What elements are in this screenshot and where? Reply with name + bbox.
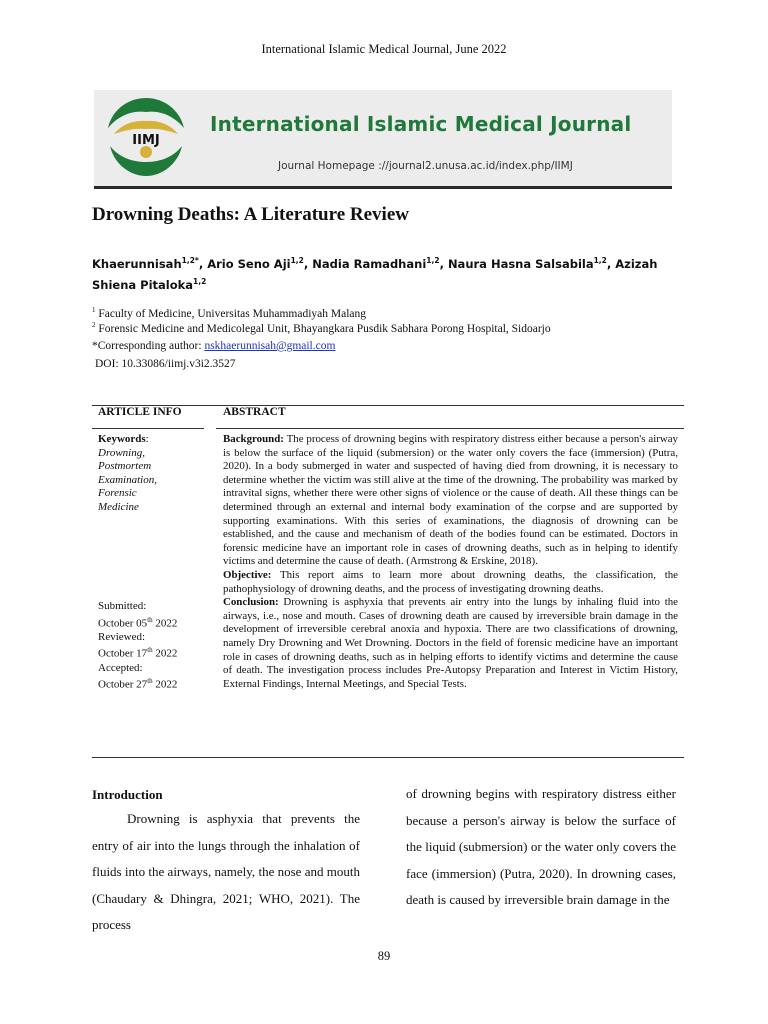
affiliation-1: $^1$ Faculty of Medicine, Universitas Muhammadiyah Malang: [92, 306, 367, 320]
author-list: Khaerunnisah$^{1,2*}$, Ario Seno Aji$^{1,2}$, Nadia Ramadhani$^{1,2}$, Naura Hasna Salsabila$^{1,2}$, Azizah Shiena Pitaloka$^{1,2}$: [92, 256, 658, 292]
submitted-date: October 05th 2022: [98, 615, 178, 630]
corresponding-email-link[interactable]: nskhaerunnisah@gmail.com: [204, 340, 336, 352]
abstract-heading: ABSTRACT: [223, 406, 286, 418]
divider: [92, 428, 204, 429]
divider: [92, 757, 684, 758]
abstract-objective: Objective: This report aims to learn more about drowning deaths, the classification, the pathophysiology of drowning deaths, and the process of investigating drowning deaths.: [223, 568, 678, 595]
introduction-heading: Introduction: [92, 787, 163, 802]
article-info-heading: ARTICLE INFO: [98, 406, 182, 418]
introduction-right-column: of drowning begins with respiratory distress either because a person's airway is below the surface of the liquid (submersion) or the water only covers the face (immersion) (Putra, 2020). In drowning cases, death is caused by irreversible brain damage in the: [406, 786, 676, 908]
corresponding-author: *Corresponding author: nskhaerunnisah@gmail.com: [92, 340, 336, 352]
author-affiliation-marker: 1,2*: [181, 256, 199, 265]
accepted-date: October 27th 2022: [98, 677, 178, 691]
author-affiliation-marker: 1,2: [290, 256, 304, 265]
banner-title: International Islamic Medical Journal: [210, 112, 632, 136]
affiliation-2: $^2$ Forensic Medicine and Medicolegal Unit, Bhayangkara Pusdik Sabhara Porong Hospital, Sidoarjo: [92, 321, 551, 335]
page-number: 89: [377, 949, 391, 963]
article-dates: Submitted: October 05th 2022 Reviewed: October 17th 2022 Accepted: October 27th 2022: [98, 600, 178, 691]
running-head: International Islamic Medical Journal, June 2022: [261, 42, 507, 56]
doi: DOI: 10.33086/iimj.v3i2.3527: [95, 358, 236, 370]
journal-homepage-link[interactable]: Journal Homepage ://journal2.unusa.ac.id/index.php/IIMJ: [278, 160, 573, 172]
author-name: Azizah Shiena Pitaloka: [92, 256, 658, 292]
keywords: Keywords: Drowning, Postmortem Examination, Forensic Medicine: [98, 433, 180, 515]
article-title: Drowning Deaths: A Literature Review: [92, 204, 409, 225]
svg-text:IIMJ: IIMJ: [132, 133, 160, 148]
introduction-left-column: Drowning is asphyxia that prevents the entry of air into the lungs through the inhalation of fluids into the airways, namely, the nose and mouth (Chaudary & Dhingra, 2021; WHO, 2021). The process: [92, 811, 360, 933]
author-affiliation-marker: 1,2: [593, 256, 607, 265]
divider: [216, 428, 684, 429]
journal-banner: [94, 90, 672, 189]
abstract-body: [223, 433, 678, 691]
keywords-list: Drowning, Postmortem Examination, Forensic Medicine: [98, 446, 157, 513]
author-affiliation-marker: 1,2: [193, 276, 207, 286]
author-affiliation-marker: 1,2: [426, 256, 440, 265]
author-name: Ario Seno Aji: [207, 256, 291, 271]
author-name: Khaerunnisah: [92, 256, 182, 271]
journal-logo-icon: [104, 94, 188, 178]
reviewed-date: October 17th 2022: [98, 646, 178, 661]
abstract-background: Background: The process of drowning begins with respiratory distress either because a person's airway is below the surface of the liquid (submersion) or the water only covers the face (immersion) (Putra, 2020). In a body submerged in water and suspected of having died from drowning, it is necessary to determine whether the victim was still alive at the time of the drowning. The probability was marked by intravital signs, whether there were other signs of violence or the cause of death. All these things can be determined through an external and internal body examination of the corpse and are supported by supporting examinations. With this series of examinations, the diagnosis of drowning can be established, and the cause and mechanism of death of the bodies found can be estimated. Doctors in forensic medicine have an important role in cases of drowning deaths, such as in helping to identify victims and determine the cause of death. (Armstrong & Erskine, 2018).: [223, 433, 678, 568]
author-name: Naura Hasna Salsabila: [447, 256, 594, 271]
author-name: Nadia Ramadhani: [312, 256, 427, 271]
abstract-conclusion: Conclusion: Drowning is asphyxia that prevents air entry into the lungs by inhaling fluid into the airways, i.e., nose and mouth. Cases of drowning death are caused by irreversible brain damage in the development of irreversible cerebral anoxia and hypoxia. There are two classifications of drowning, namely Dry Drowning and Wet Drowning. Doctors in the field of forensic medicine have an important role in cases of drowning deaths, such as in helping efforts to identify victims and determine the cause of death. The investigation process includes Pre-Autopsy Preparation and Interest in Victim History, External Findings, Internal Meetings, and Special Tests.: [223, 596, 678, 690]
